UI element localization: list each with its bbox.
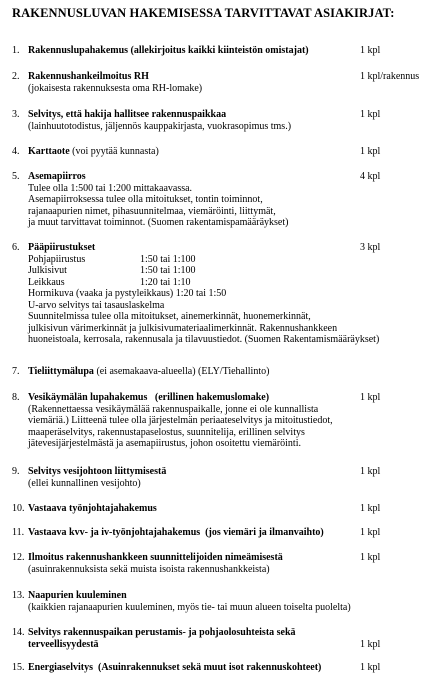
drawing-row <box>28 254 430 266</box>
item-detail: ja muut tarvittavat toiminnot. (Suomen rakentamispamääräykset) <box>28 217 289 228</box>
item-heading: Ilmoitus rakennushankkeen suunnittelijoiden nimeämisestä <box>28 552 283 563</box>
item-heading: Vesikäymälän lupahakemus <box>28 392 148 403</box>
list-item <box>12 392 430 450</box>
item-quantity: 1 kpl <box>360 552 381 563</box>
item-quantity: 1 kpl <box>360 466 381 477</box>
item-number: 4. <box>12 146 20 157</box>
list-item <box>12 71 430 94</box>
item-detail: viemäriä.) Liitteenä tulee olla järjestelmän periaateselvitys ja mitoitustiedot, <box>28 415 333 426</box>
drawing-scale: 1:20 tai 1:10 <box>140 276 191 288</box>
item-heading: Rakennushankeilmoitus RH <box>28 71 149 82</box>
item-detail: Suunnitelmissa tulee olla mitoitukset, ainemerkinnät, huonemerkinnät, <box>28 311 311 322</box>
item-detail: Hormikuva (vaaka ja pystyleikkaus) 1:20 tai 1:50 <box>28 288 227 299</box>
list-item <box>12 171 430 229</box>
item-quantity: 1 kpl <box>360 109 381 120</box>
item-number: 2. <box>12 71 20 82</box>
drawing-row <box>28 265 430 277</box>
item-heading: Vastaava työnjohtajahakemus <box>28 503 157 514</box>
item-quantity: 3 kpl <box>360 242 381 253</box>
item-quantity: 1 kpl <box>360 503 381 514</box>
list-item <box>12 466 430 489</box>
drawing-scale: 1:50 tai 1:100 <box>140 265 196 276</box>
item-detail: Tulee olla 1:500 tai 1:200 mittakaavassa. <box>28 182 193 194</box>
item-quantity: 1 kpl <box>360 527 381 538</box>
item-heading-extra: (jos viemäri ja ilmanvaihto) <box>200 527 324 538</box>
item-detail: Asemapiirroksessa tulee olla mitoitukset, tontin toiminnot, <box>28 194 263 205</box>
item-quantity: 1 kpl <box>360 45 381 56</box>
item-number: 15. <box>12 662 25 673</box>
item-number: 14. <box>12 627 25 638</box>
item-number: 6. <box>12 242 20 253</box>
item-detail: jätevesijärjestelmästä ja asemapiirustus, johon osoitettu viemäröinti. <box>28 438 301 449</box>
item-detail: (ellei kunnallinen vesijohto) <box>28 477 141 489</box>
drawing-name: Pohjapiirustus <box>28 253 86 265</box>
item-heading: Tieliittymälupa <box>28 366 94 377</box>
item-heading: Karttaote <box>28 146 70 157</box>
item-detail: (lainhuutotodistus, jäljennös kauppakirjasta, vuokrasopimus tms.) <box>28 120 292 132</box>
item-number: 7. <box>12 366 20 377</box>
item-heading: Rakennuslupahakemus <box>28 45 129 56</box>
item-heading-extra: (allekirjoitus kaikki kiinteistön omistajat) <box>128 45 309 56</box>
item-number: 13. <box>12 590 25 601</box>
item-heading: Vastaava kvv- ja iv-työnjohtajahakemus <box>28 527 201 538</box>
item-detail: (kaikkien rajanaapurien kuuleminen, myös tie- tai muun alueen toiselta puolelta) <box>28 601 351 613</box>
item-quantity: 1 kpl <box>360 146 381 157</box>
item-quantity: 1 kpl <box>360 662 381 673</box>
item-detail: (jokaisesta rakennuksesta oma RH-lomake) <box>28 82 203 94</box>
item-heading-extra: (Asuinrakennukset sekä muut isot rakennuskohteet) <box>93 662 322 673</box>
item-heading-extra: (voi pyytää kunnasta) <box>69 146 159 157</box>
item-quantity: 4 kpl <box>360 171 381 182</box>
drawing-name: Julkisivut <box>28 265 67 276</box>
item-detail: rajanaapurien nimet, pihasuunnitelmaa, viemäröinti, liittymät, <box>28 205 276 217</box>
drawing-name: Leikkaus <box>28 276 65 288</box>
item-heading: Energiaselvitys <box>28 662 93 673</box>
item-number: 8. <box>12 392 20 403</box>
item-heading: Selvitys, että hakija hallitsee rakennuspaikkaa <box>28 109 227 120</box>
item-detail: (Rakennettaessa vesikäymälää rakennuspaikalle, jonne ei ole kunnallista <box>28 403 319 415</box>
item-number: 3. <box>12 109 20 120</box>
item-number: 9. <box>12 466 20 477</box>
item-quantity: 1 kpl/rakennus <box>360 71 420 82</box>
drawing-scale: 1:50 tai 1:100 <box>140 253 196 265</box>
item-detail: U-arvo selvitys tai tasauslaskelma <box>28 299 165 311</box>
item-detail: julkisivun värimerkinnät ja julkisivumateriaalimerkinnät. Rakennushankkeen <box>28 322 338 334</box>
page-title: RAKENNUSLUVAN HAKEMISESSA TARVITTAVAT ASIAKIRJAT: <box>12 6 395 20</box>
list-item <box>12 242 430 346</box>
item-heading: Pääpiirustukset <box>28 242 96 253</box>
list-item <box>12 590 430 613</box>
item-number: 5. <box>12 171 20 182</box>
item-number: 11. <box>12 527 25 538</box>
item-number: 1. <box>12 45 20 56</box>
item-heading: Selvitys rakennuspaikan perustamis- ja pohjaolosuhteista sekä <box>28 627 296 638</box>
item-heading: Naapurien kuuleminen <box>28 590 127 601</box>
item-heading-extra: (erillinen hakemuslomake) <box>147 392 270 403</box>
item-heading-continued: terveellisyydestä <box>28 638 99 650</box>
list-item <box>12 552 430 575</box>
item-number: 12. <box>12 552 25 563</box>
item-detail: maaperäselvitys, rakennustapaselostus, suunnitelija, erillinen selvitys <box>28 426 305 438</box>
item-detail: (asuinrakennuksista sekä muista isoista rakennushankkeista) <box>28 563 270 575</box>
item-quantity: 1 kpl <box>360 638 381 650</box>
item-detail: huoneistoala, kerrosala, rakennusala ja tilavuustiedot. (Suomen Rakentamismääräykset) <box>28 334 380 345</box>
item-heading: Selvitys vesijohtoon liittymisestä <box>28 466 167 477</box>
drawing-row <box>28 277 430 289</box>
item-quantity: 1 kpl <box>360 392 381 403</box>
item-number: 10. <box>12 503 25 514</box>
item-heading: Asemapiirros <box>28 171 86 182</box>
item-heading-extra: (ei asemakaava-alueella) (ELY/Tiehallinto) <box>93 366 270 377</box>
list-item <box>12 109 430 132</box>
list-item <box>12 627 430 650</box>
